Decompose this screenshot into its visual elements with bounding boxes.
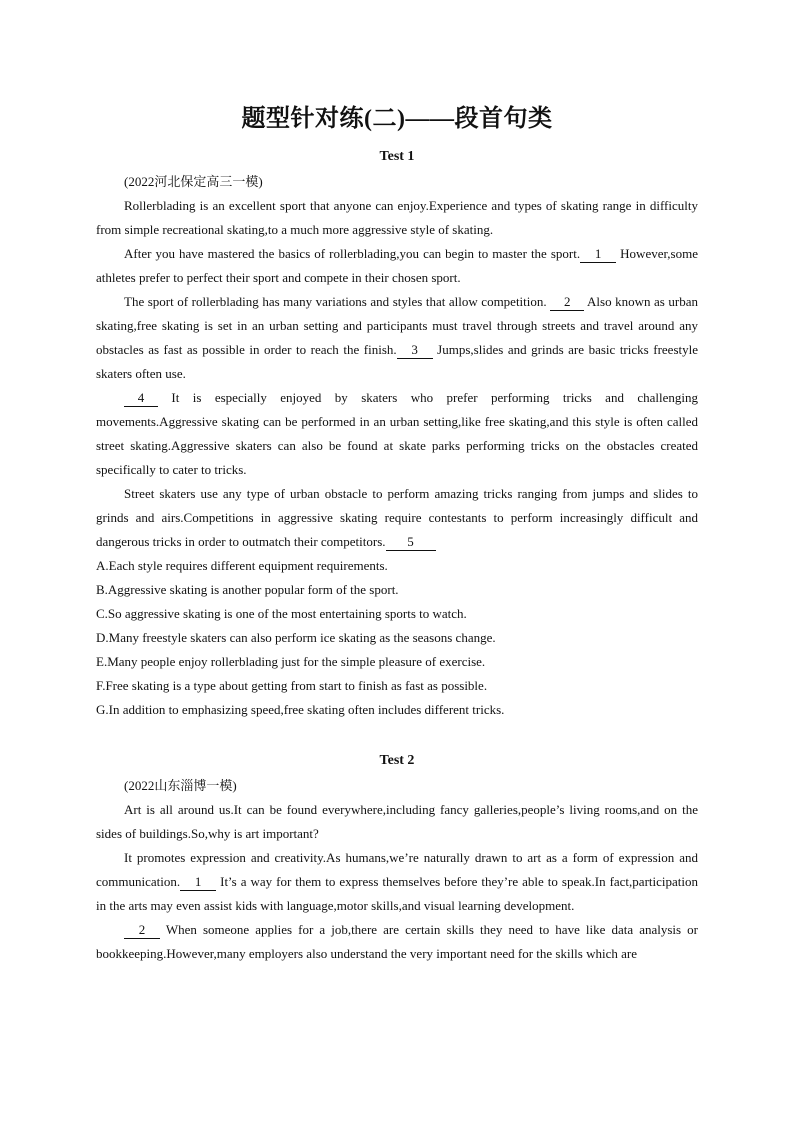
blank-4: 4 [124, 390, 158, 407]
option-c: C.So aggressive skating is one of the most entertaining sports to watch. [96, 606, 467, 621]
test-1-source: (2022河北保定高三一模) [124, 174, 263, 189]
test-2-heading: Test 2 [379, 753, 415, 768]
test-2-paragraph-1: Art is all around us.It can be found everywhere,including fancy galleries,people’s living rooms,and on the sides of buildings.So,why is art important? [96, 802, 698, 841]
test-1-paragraph-2 [96, 242, 698, 290]
text-span: After you have mastered the basics of rollerblading,you can begin to master the sport. [124, 246, 581, 261]
test-2-paragraph-2 [96, 846, 698, 918]
test-1-paragraph-4 [96, 386, 698, 482]
test-1-paragraph-5 [96, 482, 698, 554]
test-1-heading: Test 1 [379, 149, 415, 164]
text-span: It promotes expression and creativity.As humans,we’re naturally drawn to art as a form of expression and communication. [96, 850, 698, 889]
blank-2: 2 [124, 922, 160, 939]
test-2-source: (2022山东淄博一模) [124, 778, 237, 793]
test-2-paragraph-3 [96, 918, 698, 966]
text-span: When someone applies for a job,there are certain skills they need to have like data analysis or bookkeeping.However,many employers also understand the very important need for the skills which are [96, 922, 698, 961]
page-title: 题型针对练(二)——段首句类 [241, 106, 553, 132]
text-span: It is especially enjoyed by skaters who prefer performing tricks and challenging movements.Aggressive skating can be performed in an urban setting,like free skating,and this style is often called street skating.Aggressive skaters can also be found at skate parks performing tricks on the obstacles created specifically to cater to tricks. [96, 390, 698, 477]
blank-2: 2 [550, 294, 584, 311]
option-f: F.Free skating is a type about getting from start to finish as fast as possible. [96, 678, 488, 693]
option-b: B.Aggressive skating is another popular form of the sport. [96, 582, 399, 597]
text-span: The sport of rollerblading has many variations and styles that allow competition. [124, 294, 547, 309]
blank-3: 3 [397, 342, 433, 359]
test-1-section [96, 148, 698, 722]
blank-1: 1 [580, 246, 616, 263]
test-1-paragraph-3 [96, 290, 698, 386]
option-e: E.Many people enjoy rollerblading just for the simple pleasure of exercise. [96, 654, 486, 669]
text-span: Also known as urban skating,free skating is set in an urban setting and participants must travel through streets and travel around any obstacles as fast as possible in order to reach the finish. [96, 294, 698, 357]
document-page [96, 104, 698, 966]
text-span: Jumps,slides and grinds are basic tricks freestyle skaters often use. [96, 342, 698, 381]
text-span: Street skaters use any type of urban obstacle to perform amazing tricks ranging from jumps and slides to grinds and airs.Competitions in aggressive skating require contestants to perform increasingly difficult and dangerous tricks in order to outmatch their competitors. [96, 486, 698, 549]
text-span: However,some athletes prefer to perfect their sport and compete in their chosen sport. [96, 246, 698, 285]
option-a: A.Each style requires different equipment requirements. [96, 558, 388, 573]
option-d: D.Many freestyle skaters can also perform ice skating as the seasons change. [96, 630, 496, 645]
test-2-section [96, 752, 698, 966]
test-1-options [96, 554, 698, 722]
text-span: It’s a way for them to express themselves before they’re able to speak.In fact,participation in the arts may even assist kids with language,motor skills,and visual learning development. [96, 874, 698, 913]
option-g: G.In addition to emphasizing speed,free skating often includes different tricks. [96, 702, 505, 717]
section-gap [96, 722, 698, 752]
test-1-paragraph-1: Rollerblading is an excellent sport that anyone can enjoy.Experience and types of skating range in difficulty from simple recreational skating,to a much more aggressive style of skating. [96, 198, 698, 237]
blank-1: 1 [180, 874, 216, 891]
blank-5: 5 [386, 534, 436, 551]
